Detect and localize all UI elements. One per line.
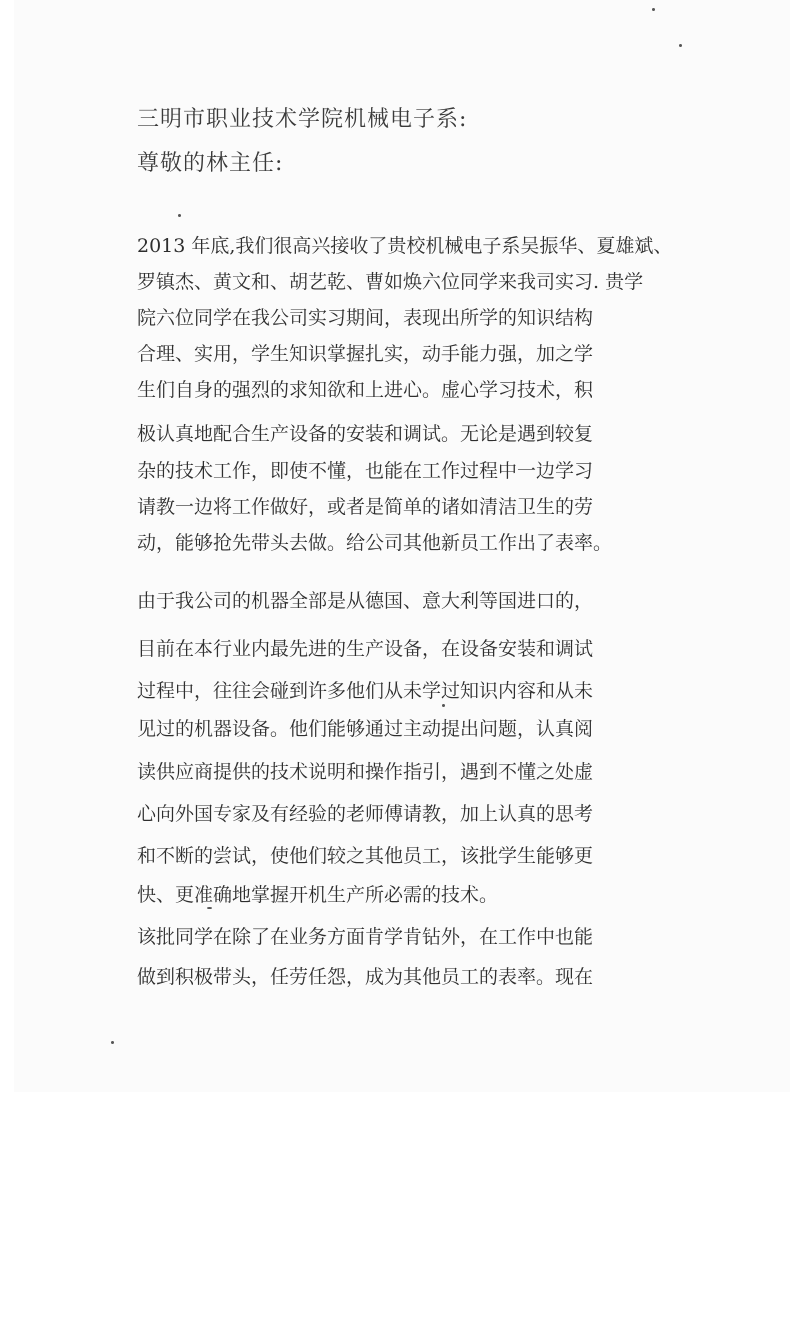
scan-speck — [652, 8, 655, 11]
scan-speck — [111, 1041, 114, 1044]
scan-speck — [178, 214, 181, 217]
letter-body-line: 极认真地配合生产设备的安装和调试。无论是遇到较复 — [137, 423, 594, 445]
letter-body-line: 杂的技术工作，即使不懂，也能在工作过程中一边学习 — [137, 460, 594, 482]
letter-body-line: 读供应商提供的技术说明和操作指引，遇到不懂之处虚 — [137, 761, 594, 783]
letter-body-line: 院六位同学在我公司实习期间，表现出所学的知识结构 — [137, 307, 594, 329]
letter-body-line: 目前在本行业内最先进的生产设备，在设备安装和调试 — [137, 638, 594, 660]
letter-body-line: 做到积极带头，任劳任怨，成为其他员工的表率。现在 — [137, 966, 594, 988]
letter-body-line: 过程中，往往会碰到许多他们从未学过知识内容和从未 — [137, 680, 594, 702]
letter-body-line: 动，能够抢先带头去做。给公司其他新员工作出了表率。 — [137, 532, 613, 554]
letter-body-line: 请教一边将工作做好，或者是简单的诸如清洁卫生的劳 — [137, 496, 594, 518]
scan-speck — [679, 44, 682, 47]
letter-body-line: 生们自身的强烈的求知欲和上进心。虚心学习技术，积 — [137, 379, 594, 401]
letter-body-line: 见过的机器设备。他们能够通过主动提出问题，认真阅 — [137, 718, 594, 740]
recipient-organization: 三明市职业技术学院机械电子系: — [137, 107, 468, 132]
letter-body-line: 快、更准确地掌握开机生产所必需的技术。 — [137, 884, 499, 906]
letter-body-line: 心向外国专家及有经验的老师傅请教，加上认真的思考 — [137, 803, 594, 825]
letter-body-line: 由于我公司的机器全部是从德国、意大利等国进口的， — [137, 590, 594, 612]
salutation: 尊敬的林主任: — [137, 151, 284, 176]
scan-speck — [442, 704, 445, 707]
letter-body-line: 罗镇杰、黄文和、胡艺乾、曹如焕六位同学来我司实习. 贵学 — [137, 271, 644, 293]
scan-speck — [207, 907, 212, 909]
letter-body-line: 2013 年底,我们很高兴接收了贵校机械电子系吴振华、夏雄斌、 — [137, 235, 673, 257]
letter-body-line: 该批同学在除了在业务方面肯学肯钻外，在工作中也能 — [137, 926, 594, 948]
letter-body-line: 和不断的尝试，使他们较之其他员工，该批学生能够更 — [137, 845, 594, 867]
letter-body-line: 合理、实用，学生知识掌握扎实，动手能力强，加之学 — [137, 343, 594, 365]
